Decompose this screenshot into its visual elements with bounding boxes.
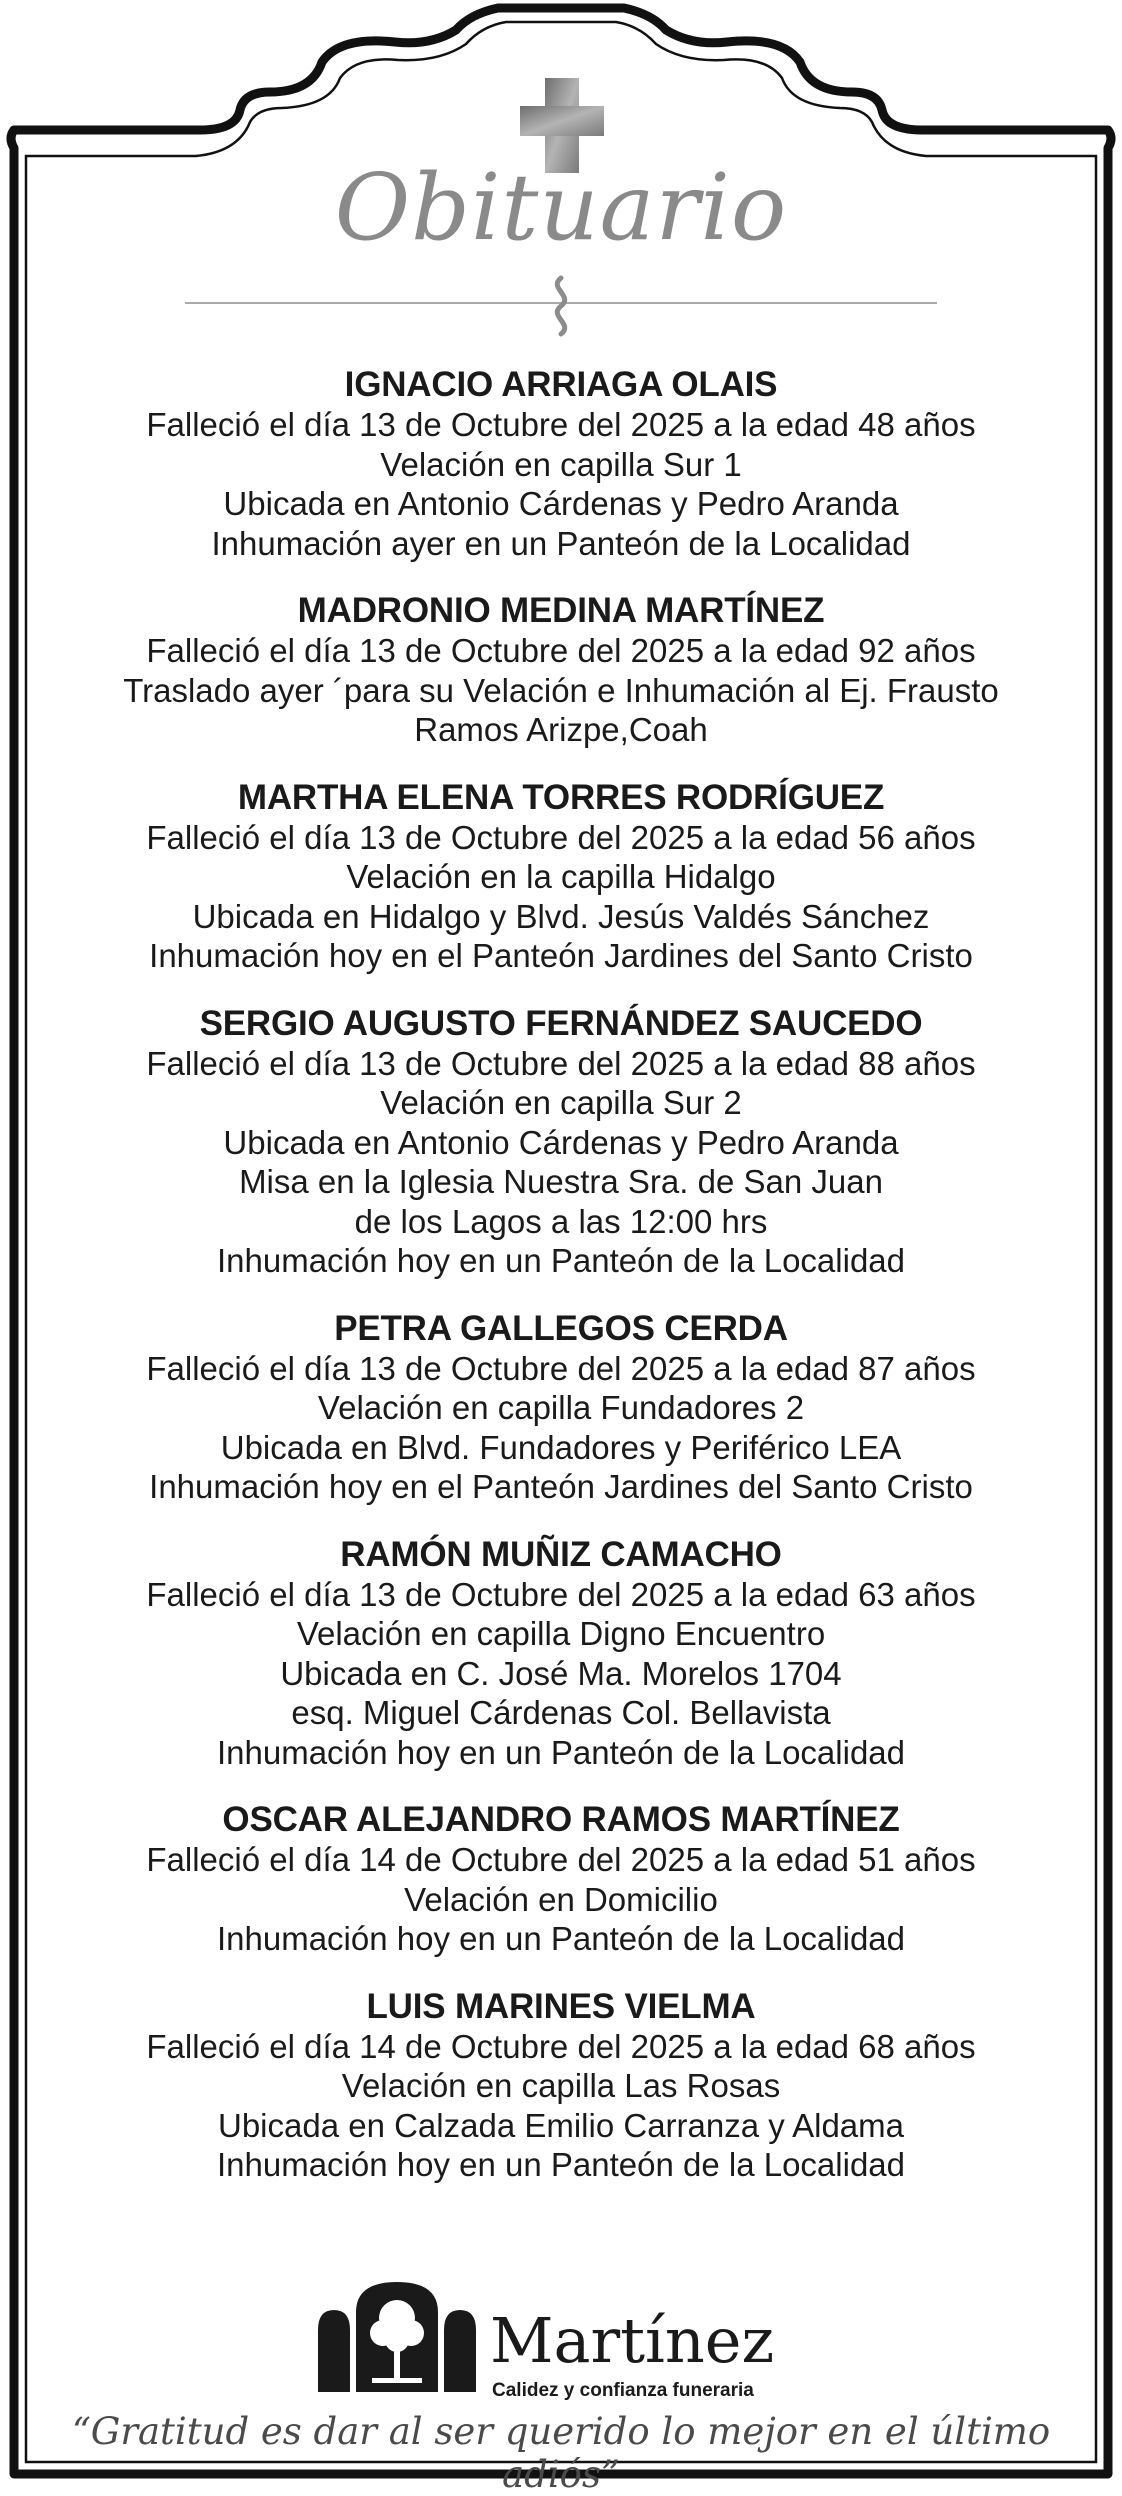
obituary-detail-line: Inhumación hoy en un Panteón de la Localidad bbox=[216, 1242, 906, 1279]
obituary-detail-line: Inhumación hoy en un Panteón de la Localidad bbox=[216, 1733, 906, 1771]
obituary-detail-line: Falleció el día 14 de Octubre del 2025 a la edad 51 años bbox=[146, 1841, 976, 1878]
obituary-detail-line: Falleció el día 13 de Octubre del 2025 a la edad 87 años bbox=[146, 1349, 976, 1387]
obituary-detail-line: de los Lagos a las 12:00 hrs bbox=[354, 1202, 768, 1240]
deceased-name: LUIS MARINES VIELMA bbox=[366, 1986, 756, 2026]
page-title: Obituario bbox=[334, 154, 788, 261]
obituary-detail-line: Velación en capilla Fundadores 2 bbox=[317, 1389, 805, 1426]
obituary-detail-line: Ubicada en Calzada Emilio Carranza y Aldama bbox=[217, 2106, 904, 2144]
obituary-detail-line: Ubicada en C. José Ma. Morelos 1704 bbox=[280, 1654, 842, 1692]
obituary-entry bbox=[40, 778, 1082, 976]
ornament-divider bbox=[185, 278, 937, 334]
obituary-list bbox=[40, 365, 1082, 2213]
deceased-name: MARTHA ELENA TORRES RODRÍGUEZ bbox=[237, 777, 885, 817]
obituary-detail-line: Inhumación hoy en un Panteón de la Localidad bbox=[216, 2146, 906, 2183]
obituary-detail-line: Falleció el día 13 de Octubre del 2025 a la edad 92 años bbox=[146, 632, 976, 669]
obituary-detail-line: Velación en capilla Las Rosas bbox=[341, 2067, 781, 2104]
obituary-entry bbox=[40, 1309, 1082, 1507]
obituary-detail-line: Ubicada en Hidalgo y Blvd. Jesús Valdés Sánchez bbox=[192, 897, 930, 935]
deceased-name: IGNACIO ARRIAGA OLAIS bbox=[344, 365, 778, 404]
deceased-name: RAMÓN MUÑIZ CAMACHO bbox=[340, 1534, 782, 1574]
obituary-detail-line: Ubicada en Antonio Cárdenas y Pedro Aranda bbox=[223, 1123, 899, 1161]
footer-quote: “Gratitud es dar al ser querido lo mejor en el último adiós” bbox=[71, 2410, 1051, 2496]
obituary-detail-line: Falleció el día 13 de Octubre del 2025 a la edad 48 años bbox=[146, 406, 976, 443]
obituary-detail-line: Ubicada en Blvd. Fundadores y Periférico LEA bbox=[220, 1428, 902, 1466]
obituary-entry bbox=[40, 1535, 1082, 1773]
obituary-detail-line: Misa en la Iglesia Nuestra Sra. de San Juan bbox=[239, 1163, 883, 1200]
obituary-detail-line: Falleció el día 13 de Octubre del 2025 a la edad 88 años bbox=[146, 1044, 976, 1082]
obituary-entry bbox=[40, 365, 1082, 563]
deceased-name: SERGIO AUGUSTO FERNÁNDEZ SAUCEDO bbox=[199, 1003, 923, 1043]
obituary-detail-line: esq. Miguel Cárdenas Col. Bellavista bbox=[291, 1694, 831, 1731]
obituary-entry bbox=[40, 1800, 1082, 1959]
deceased-name: PETRA GALLEGOS CERDA bbox=[334, 1308, 788, 1348]
deceased-name: OSCAR ALEJANDRO RAMOS MARTÍNEZ bbox=[222, 1800, 900, 1839]
obituary-detail-line: Ubicada en Antonio Cárdenas y Pedro Aranda bbox=[223, 485, 899, 522]
brand-name: Martínez bbox=[490, 2304, 775, 2377]
deceased-name: MADRONIO MEDINA MARTÍNEZ bbox=[297, 591, 825, 630]
obituary-detail-line: Falleció el día 14 de Octubre del 2025 a la edad 68 años bbox=[146, 2027, 976, 2065]
obituary-entry bbox=[40, 591, 1082, 750]
obituary-entry bbox=[40, 1004, 1082, 1281]
brand-tagline: Calidez y confianza funeraria bbox=[492, 2380, 754, 2401]
obituary-detail-line: Velación en Domicilio bbox=[404, 1880, 718, 1918]
obituary-detail-line: Inhumación hoy en el Panteón Jardines del Santo Cristo bbox=[149, 937, 973, 974]
obituary-detail-line: Inhumación ayer en un Panteón de la Localidad bbox=[211, 524, 911, 562]
obituary-detail-line: Velación en capilla Sur 2 bbox=[380, 1084, 742, 1121]
martinez-logo-icon bbox=[318, 2282, 476, 2392]
obituary-detail-line: Velación en capilla Digno Encuentro bbox=[296, 1615, 826, 1652]
obituary-detail-line: Velación en capilla Sur 1 bbox=[380, 445, 742, 483]
obituary-detail-line: Velación en la capilla Hidalgo bbox=[346, 858, 776, 895]
obituary-entry bbox=[40, 1987, 1082, 2185]
obituary-detail-line: Falleció el día 13 de Octubre del 2025 a la edad 63 años bbox=[146, 1575, 976, 1613]
obituary-detail-line: Ramos Arizpe,Coah bbox=[414, 711, 708, 748]
obituary-detail-line: Inhumación hoy en un Panteón de la Localidad bbox=[216, 1920, 906, 1957]
obituary-detail-line: Falleció el día 13 de Octubre del 2025 a la edad 56 años bbox=[146, 818, 976, 856]
obituary-detail-line: Inhumación hoy en el Panteón Jardines del Santo Cristo bbox=[149, 1468, 973, 1505]
obituary-detail-line: Traslado ayer ´para su Velación e Inhumación al Ej. Frausto bbox=[123, 671, 999, 709]
